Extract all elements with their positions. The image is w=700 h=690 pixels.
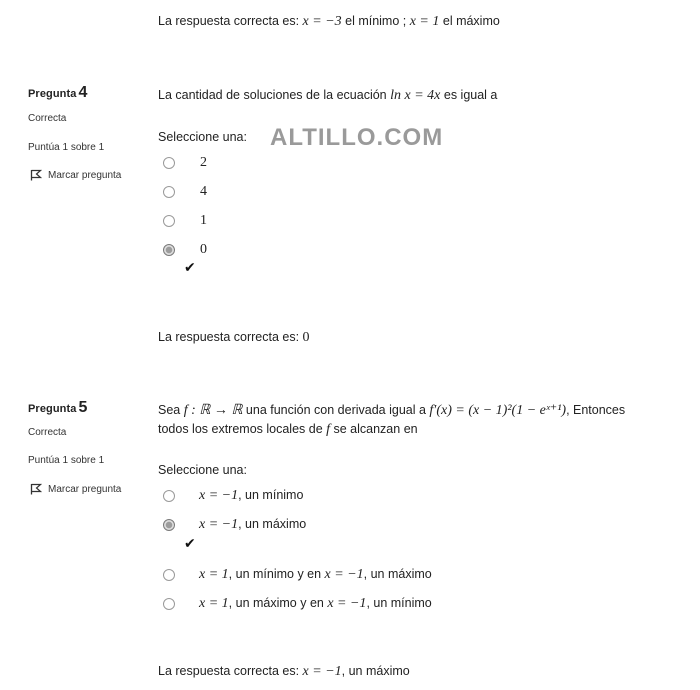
q5-status: Correcta <box>28 427 67 438</box>
q5-flag-question[interactable]: Marcar pregunta <box>30 483 121 495</box>
q4-flag-question[interactable]: Marcar pregunta <box>30 169 121 181</box>
radio-button[interactable] <box>163 215 175 227</box>
radio-button[interactable] <box>163 490 175 502</box>
checkmark-icon: ✔ <box>184 259 196 275</box>
q4-feedback: La respuesta correcta es: 0 <box>158 330 310 345</box>
q5-option[interactable]: x = −1, un mínimo <box>163 488 303 504</box>
q4-status: Correcta <box>28 113 67 124</box>
q4-title: Pregunta 4 <box>28 84 88 101</box>
radio-button[interactable] <box>163 186 175 198</box>
q5-option-selected[interactable]: x = −1, un máximo <box>163 517 306 533</box>
q4-option[interactable]: 1 <box>163 213 207 229</box>
q5-feedback: La respuesta correcta es: x = −1, un máximo <box>158 664 410 679</box>
radio-button-selected[interactable] <box>163 519 175 531</box>
radio-button[interactable] <box>163 157 175 169</box>
q4-question-text: La cantidad de soluciones de la ecuación ln x = 4x es igual a <box>158 88 498 103</box>
radio-button[interactable] <box>163 598 175 610</box>
radio-button-selected[interactable] <box>163 244 175 256</box>
flag-icon <box>30 483 42 495</box>
q5-option[interactable]: x = 1, un mínimo y en x = −1, un máximo <box>163 567 432 583</box>
q5-option[interactable]: x = 1, un máximo y en x = −1, un mínimo <box>163 596 432 612</box>
q5-question-line1: Sea f : ℝ → ℝ una función con derivada igual a f′(x) = (x − 1)²(1 − eˣ⁺¹), Entonces <box>158 403 626 418</box>
watermark-logo: ALTILLO.COM <box>270 124 444 151</box>
q3-feedback: La respuesta correcta es: x = −3 el mínimo ; x = 1 el máximo <box>158 14 500 29</box>
q4-option[interactable]: 4 <box>163 184 207 200</box>
radio-button[interactable] <box>163 569 175 581</box>
q5-title: Pregunta 5 <box>28 399 88 416</box>
q4-select-label: Seleccione una: <box>158 130 247 144</box>
q5-question-line2: todos los extremos locales de f se alcanzan en <box>158 422 418 437</box>
q5-score: Puntúa 1 sobre 1 <box>28 455 105 466</box>
flag-icon <box>30 169 42 181</box>
q4-option[interactable]: 2 <box>163 155 207 171</box>
checkmark-icon: ✔ <box>184 535 196 551</box>
q4-score: Puntúa 1 sobre 1 <box>28 142 105 153</box>
q5-select-label: Seleccione una: <box>158 463 247 477</box>
q4-option-selected[interactable]: 0 <box>163 242 207 258</box>
